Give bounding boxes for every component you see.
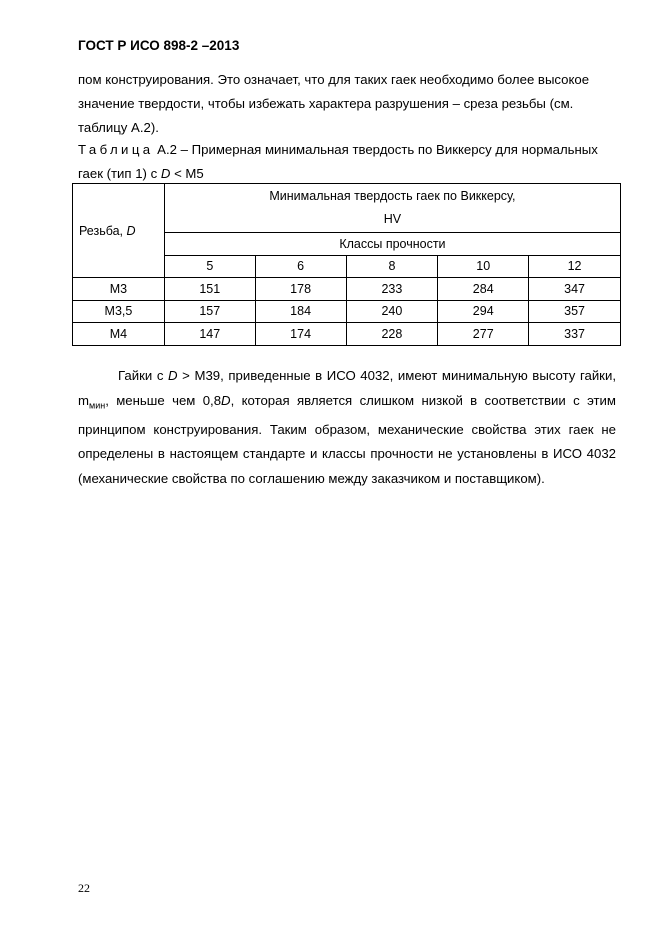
hardness-table xyxy=(72,183,621,346)
thread-cell: М4 xyxy=(73,323,165,346)
class-cell: 6 xyxy=(255,255,346,278)
intro-line: пом конструирования. Это означает, что для таких гаек необходимо более высокое xyxy=(78,72,590,87)
value-cell: 184 xyxy=(255,300,346,323)
hardness-header-cell xyxy=(164,184,620,233)
class-header-cell: Классы прочности xyxy=(164,233,620,256)
body-variable: D xyxy=(168,368,178,383)
page-number: 22 xyxy=(78,881,90,895)
intro-paragraph xyxy=(78,68,618,140)
value-cell: 347 xyxy=(529,278,621,301)
hardness-header-unit: HV xyxy=(383,212,402,226)
intro-line: значение твердости, чтобы избежать характера разрушения – среза резьбы (см. xyxy=(78,96,574,111)
body-text: , меньше чем 0,8 xyxy=(105,392,222,408)
value-cell: 240 xyxy=(346,300,438,323)
caption-text: А.2 – Примерная минимальная твердость по Виккерсу для нормальных гаек (тип 1) с xyxy=(78,142,598,181)
table-row xyxy=(73,278,621,301)
value-cell: 233 xyxy=(346,278,438,301)
class-cell: 10 xyxy=(438,255,529,278)
body-subscript: мин xyxy=(89,400,106,411)
document-header: ГОСТ Р ИСО 898-2 –2013 xyxy=(78,38,240,53)
value-cell: 277 xyxy=(438,323,529,346)
thread-cell: М3,5 xyxy=(73,300,165,323)
table-caption xyxy=(78,138,618,186)
value-cell: 337 xyxy=(529,323,621,346)
table-header-row xyxy=(73,184,621,233)
caption-word: Таблица xyxy=(78,142,154,157)
value-cell: 151 xyxy=(164,278,255,301)
class-cell: 8 xyxy=(346,255,438,278)
value-cell: 294 xyxy=(438,300,529,323)
thread-header-cell xyxy=(73,184,165,278)
caption-text-end: < М5 xyxy=(170,166,204,181)
value-cell: 174 xyxy=(255,323,346,346)
thread-header-variable: D xyxy=(126,223,136,238)
class-cell: 5 xyxy=(164,255,255,278)
body-text: , которая является слишком низкой в соответствии с этим принципом конструирования. Таким образом, механические свойства этих гаек не определены в настоящем стандарте и классы прочности не установлены в ИСО 4032 (механические свойства по соглашению между заказчиком и поставщиком). xyxy=(78,392,616,486)
value-cell: 228 xyxy=(346,323,438,346)
body-paragraph xyxy=(78,364,616,491)
body-text: > М39, приведенные в ИСО 4032, имеют минимальную высоту гайки, m xyxy=(78,368,616,408)
value-cell: 178 xyxy=(255,278,346,301)
caption-variable: D xyxy=(160,166,171,181)
value-cell: 147 xyxy=(164,323,255,346)
thread-cell: М3 xyxy=(73,278,165,301)
class-cell: 12 xyxy=(529,255,621,278)
value-cell: 284 xyxy=(438,278,529,301)
body-variable: D xyxy=(221,392,231,408)
table-row xyxy=(73,300,621,323)
value-cell: 157 xyxy=(164,300,255,323)
table-row xyxy=(73,323,621,346)
intro-line: таблицу А.2). xyxy=(78,120,159,135)
value-cell: 357 xyxy=(529,300,621,323)
thread-header-text: Резьба, xyxy=(79,223,127,238)
body-text: Гайки с xyxy=(118,368,169,383)
hardness-header-line: Минимальная твердость гаек по Виккерсу, xyxy=(269,189,516,203)
